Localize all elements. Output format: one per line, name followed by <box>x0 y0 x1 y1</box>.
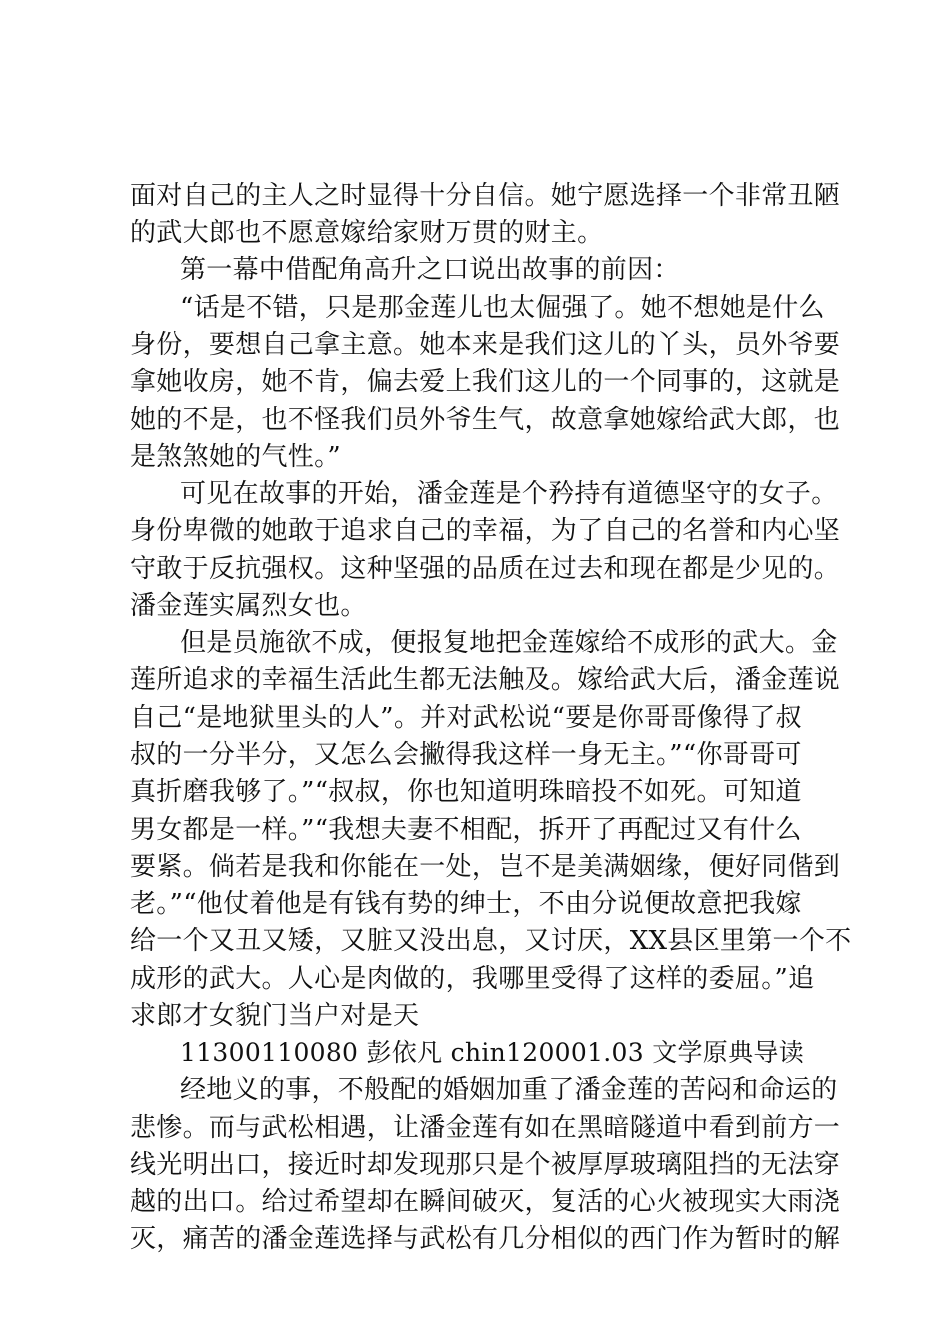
text-line: 求郎才女貌门当户对是天 <box>130 1001 420 1031</box>
text-line: 身份卑微的她敢于追求自己的幸福，为了自己的名誉和内心坚 <box>130 516 841 546</box>
text-line: “话是不错，只是那金莲儿也太倔强了。她不想她是什么 <box>180 293 825 323</box>
text-line: 越的出口。给过希望却在瞬间破灭，复活的心火被现实大雨浇 <box>130 1187 841 1217</box>
text-line: 的武大郎也不愿意嫁给家财万贯的财主。 <box>130 218 604 248</box>
text-line: 可见在故事的开始，潘金莲是个矜持有道德坚守的女子。 <box>180 479 838 509</box>
text-line: 她的不是，也不怪我们员外爷生气，故意拿她嫁给武大郎，也 <box>130 405 841 435</box>
course-info-line: 11300110080 彭依凡 chin120001.03 文学原典导读 <box>180 1038 804 1067</box>
text-line: 潘金莲实属烈女也。 <box>130 591 367 621</box>
text-line: 但是员施欲不成，便报复地把金莲嫁给不成形的武大。金 <box>180 628 838 658</box>
text-line: 经地义的事，不般配的婚姻加重了潘金莲的苦闷和命运的 <box>180 1075 838 1105</box>
text-line: 要紧。倘若是我和你能在一处，岂不是美满姻缘，便好同偕到 <box>130 852 841 882</box>
text-line: 身份，要想自己拿主意。她本来是我们这儿的丫头，员外爷要 <box>130 330 841 360</box>
text-line: 面对自己的主人之时显得十分自信。她宁愿选择一个非常丑陋 <box>130 181 841 211</box>
text-line: 成形的武大。人心是肉做的，我哪里受得了这样的委屈。”追 <box>130 964 815 994</box>
text-line: 老。”“他仗着他是有钱有势的绅士，不由分说便故意把我嫁 <box>130 889 802 919</box>
text-line: 守敢于反抗强权。这种坚强的品质在过去和现在都是少见的。 <box>130 554 841 584</box>
text-line: 是煞煞她的气性。” <box>130 442 341 472</box>
text-line: 男女都是一样。”“我想夫妻不相配，拆开了再配过又有什么 <box>130 815 802 845</box>
text-line: 线光明出口，接近时却发现那只是个被厚厚玻璃阻挡的无法穿 <box>130 1150 841 1180</box>
text-line: 莲所追求的幸福生活此生都无法触及。嫁给武大后，潘金莲说 <box>130 665 841 695</box>
text-line: 悲惨。而与武松相遇，让潘金莲有如在黑暗隧道中看到前方一 <box>130 1113 841 1143</box>
text-line: 给一个又丑又矮，又脏又没出息，又讨厌，XX县区里第一个不 <box>130 926 852 956</box>
text-line: 拿她收房，她不肯，偏去爱上我们这儿的一个同事的，这就是 <box>130 367 841 397</box>
text-line: 自己“是地狱里头的人”。并对武松说“要是你哥哥像得了叔 <box>130 703 802 733</box>
text-line: 真折磨我够了。”“叔叔，你也知道明珠暗投不如死。可知道 <box>130 777 802 807</box>
text-line: 灭，痛苦的潘金莲选择与武松有几分相似的西门作为暂时的解 <box>130 1224 841 1254</box>
text-line: 第一幕中借配角高升之口说出故事的前因： <box>180 255 680 285</box>
text-line: 叔的一分半分，又怎么会撇得我这样一身无主。”“你哥哥可 <box>130 740 802 770</box>
